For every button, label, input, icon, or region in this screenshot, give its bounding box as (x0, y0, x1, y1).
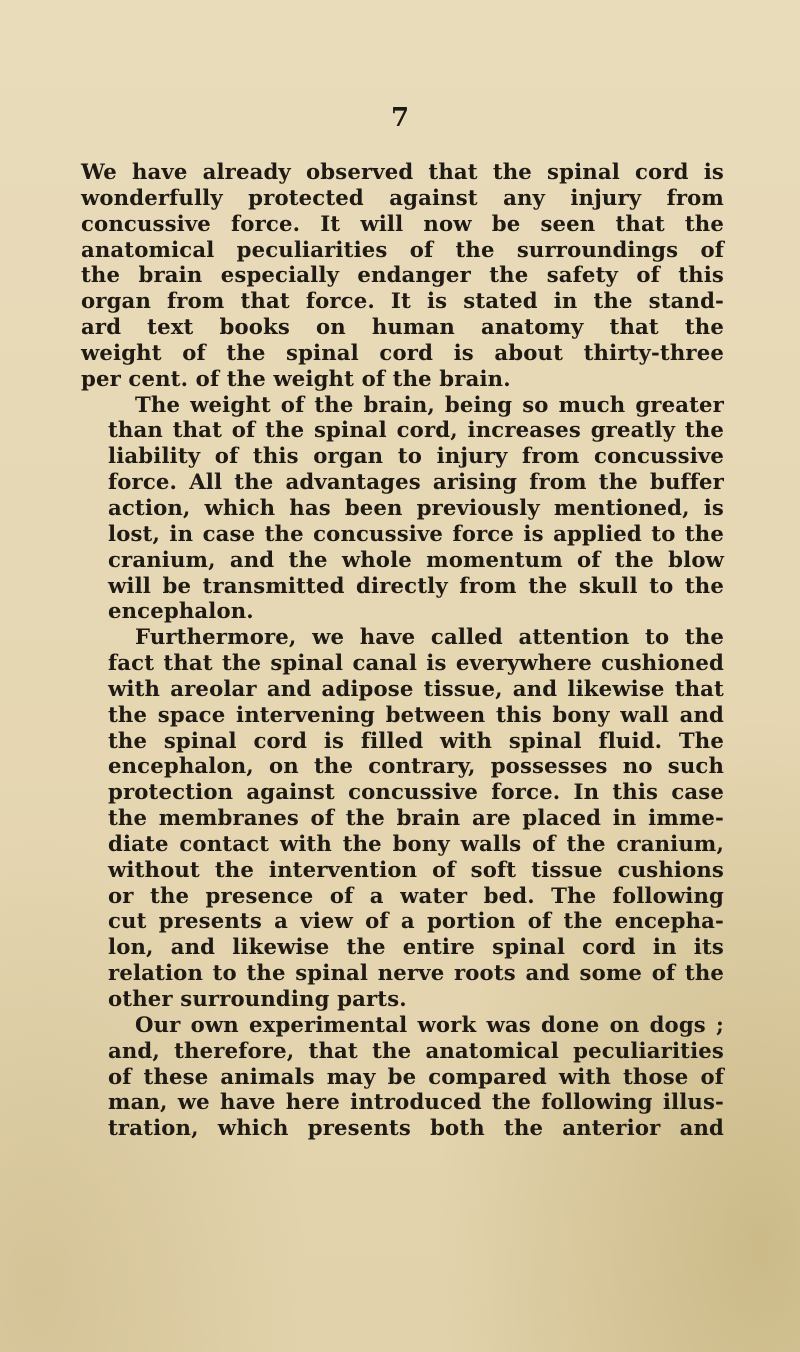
text-line: anatomical peculiarities of the surroundings of (81, 236, 724, 262)
text-line: encephalon. (108, 598, 254, 624)
text-line: The weight of the brain, being so much greater (135, 391, 724, 417)
text-line: lost, in case the concussive force is applied to the (108, 520, 724, 546)
text-line: action, which has been previously mentioned, is (108, 494, 724, 520)
text-line: fact that the spinal canal is everywhere cushioned (108, 650, 724, 676)
text-line: cut presents a view of a portion of the encepha- (108, 908, 724, 934)
text-line: lon, and likewise the entire spinal cord in its (108, 934, 724, 960)
text-line: man, we have here introduced the following illus- (108, 1089, 724, 1115)
text-line: liability of this organ to injury from concussive (108, 443, 724, 469)
text-line: and, therefore, that the anatomical peculiarities (108, 1037, 724, 1063)
text-line: the brain especially endanger the safety of this (81, 262, 724, 288)
page-number: 7 (390, 103, 410, 133)
text-line: encephalon, on the contrary, possesses no such (108, 753, 724, 779)
text-line: organ from that force. It is stated in the stand- (81, 288, 724, 314)
text-line: protection against concussive force. In this case (108, 779, 724, 805)
paragraph-4 (81, 1012, 724, 1141)
text-line: force. All the advantages arising from the buffer (108, 469, 724, 495)
text-line: tration, which presents both the anterior and (108, 1115, 724, 1141)
text-line: We have already observed that the spinal cord is (81, 159, 724, 184)
text-line: weight of the spinal cord is about thirty-three (81, 339, 724, 365)
text-line: than that of the spinal cord, increases greatly the (108, 417, 724, 443)
paragraph-3 (81, 624, 724, 1012)
text-line: ard text books on human anatomy that the (81, 314, 724, 340)
body-text (81, 159, 724, 1141)
text-line: without the intervention of soft tissue cushions (108, 856, 724, 882)
paragraph-1 (81, 159, 724, 392)
text-line: Our own experimental work was done on dogs ; (135, 1011, 724, 1037)
text-line: the space intervening between this bony wall and (108, 701, 724, 727)
text-line: the spinal cord is filled with spinal fluid. The (108, 727, 724, 753)
text-line: concussive force. It will now be seen that the (81, 210, 724, 236)
text-line: of these animals may be compared with those of (108, 1063, 724, 1089)
text-line: other surrounding parts. (108, 986, 407, 1011)
text-line: or the presence of a water bed. The following (108, 882, 724, 908)
text-line: per cent. of the weight of the brain. (81, 365, 511, 391)
text-line: relation to the spinal nerve roots and some of the (108, 960, 724, 986)
text-line: cranium, and the whole momentum of the blow (108, 546, 724, 572)
text-line: wonderfully protected against any injury from (81, 184, 724, 210)
text-line: will be transmitted directly from the skull to the (108, 572, 724, 598)
text-line: the membranes of the brain are placed in imme- (108, 805, 724, 831)
paragraph-2 (81, 392, 724, 625)
text-line: Furthermore, we have called attention to the (135, 624, 724, 650)
text-line: with areolar and adipose tissue, and likewise that (108, 675, 724, 701)
text-line: diate contact with the bony walls of the cranium, (108, 830, 724, 856)
